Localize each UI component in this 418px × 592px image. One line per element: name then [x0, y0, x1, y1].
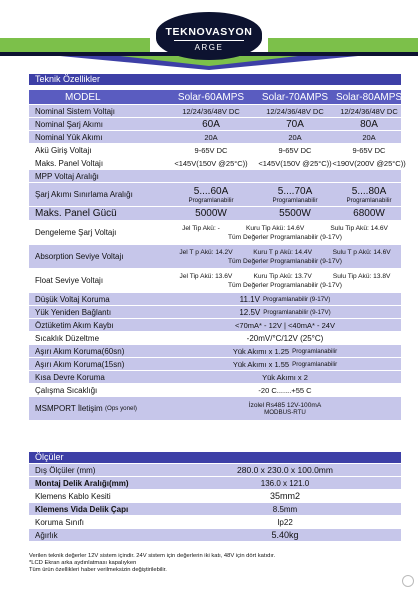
cell-value: 5000W	[195, 208, 227, 219]
cell-value: 280.0 x 230.0 x 100.0mm	[237, 465, 333, 475]
cell-text: Sulu Tip Akü: 14.6V	[330, 224, 388, 232]
cell-text: Jel Tip Akü: -	[182, 224, 220, 232]
cell-text: Programlanabilir	[292, 347, 338, 355]
cell-text: Programlanabilir (9-17V)	[262, 295, 331, 303]
model-row	[29, 90, 401, 105]
cell-value	[169, 397, 401, 420]
row-label: Aşırı Akım Koruma(60sn)	[35, 346, 125, 356]
cell-text: 5....70A	[277, 185, 313, 197]
row-label: Dış Ölçüler (mm)	[35, 465, 96, 475]
cell-text: 5....60A	[193, 185, 229, 197]
row-label: Kısa Devre Koruma	[35, 372, 105, 382]
table-row	[29, 170, 401, 183]
section-title-tech: Teknik Özellikler	[29, 74, 401, 85]
cell-text: Programlanabilir	[292, 360, 338, 368]
table-row	[29, 516, 401, 529]
table-row	[29, 245, 401, 269]
table-row	[29, 490, 401, 503]
table-row	[29, 345, 401, 358]
row-label: Ağırlık	[35, 530, 58, 540]
footnote: Tüm ürün özellikleri haber verilmeksizin değiştirilebilir.	[29, 567, 167, 573]
cell-text: 12.5V	[239, 307, 261, 317]
cell-text: Programlanabilir	[346, 196, 392, 204]
cell-text: Kuru Tip Akü: 13.7V	[253, 272, 312, 280]
cell-text: 5....80A	[351, 185, 387, 197]
cell-text: MODBUS-RTU	[264, 408, 306, 416]
section-title-dims: Ölçüler	[29, 452, 401, 463]
table-row	[29, 183, 401, 207]
cell-value: 6800W	[353, 208, 385, 219]
row-label: MODEL	[65, 91, 101, 103]
company-logo	[156, 12, 262, 60]
cell-text: İzolel Rs485 12V-100mA	[248, 401, 322, 409]
cell-text: Sulu T p Akü: 14.6V	[332, 248, 391, 256]
table-row	[29, 503, 401, 516]
cell-group	[169, 249, 401, 256]
row-label: Montaj Delik Aralığı(mm)	[35, 478, 129, 488]
row-label	[35, 397, 137, 420]
row-label: Nominal Yük Akımı	[35, 132, 103, 142]
row-label: Akü Giriş Voltajı	[35, 145, 92, 155]
cell-text: (Ops yonel)	[104, 405, 137, 412]
cell-value	[169, 345, 401, 357]
cell-value: 9-65V DC	[352, 145, 386, 155]
cell-value: 9-65V DC	[194, 145, 228, 155]
cell-value: 136.0 x 121.0	[260, 478, 310, 488]
table-row	[29, 384, 401, 397]
cell-value: Ip22	[277, 517, 293, 527]
row-label: Düşük Voltaj Koruma	[35, 294, 110, 304]
cell-value: 60A	[202, 118, 220, 130]
logo-sub: ARGE	[194, 43, 224, 52]
row-label: Koruma Sınıfı	[35, 517, 84, 527]
cell-text: Kuru Tip Akü: 14.6V	[245, 224, 305, 232]
cell-value	[169, 358, 401, 370]
row-label: Float Seviye Voltajı	[35, 276, 104, 285]
cell-value: -20 C.......+55 C	[258, 385, 312, 395]
row-label: Absorption Seviye Voltajı	[35, 252, 124, 261]
row-label: Şarj Akımı Sınırlama Aralığı	[35, 190, 133, 199]
table-row	[29, 319, 401, 332]
cell-value	[169, 306, 401, 318]
table-row	[29, 397, 401, 421]
table-row	[29, 529, 401, 542]
cell-group: Tüm Değerler Programlanabilir (9-17V)	[228, 281, 342, 289]
cell-value	[169, 293, 401, 305]
table-row	[29, 371, 401, 384]
cell-text: Jel Tip Akü: 13.6V	[179, 272, 233, 280]
cell-value	[169, 245, 401, 268]
cell-value: 5.40kg	[271, 530, 299, 540]
header-banner	[0, 0, 418, 70]
row-label: Maks. Panel Voltajı	[35, 158, 104, 168]
row-label: Nominal Sistem Voltajı	[35, 106, 116, 116]
row-label: Öztüketim Akım Kaybı	[35, 320, 114, 330]
cell-value: 12/24/36/48V DC	[266, 106, 324, 116]
cell-text: Yük Akımı x 1.55	[232, 359, 290, 369]
cell-value	[169, 221, 401, 244]
cell-value	[169, 183, 253, 206]
cell-value: 8.5mm	[272, 504, 298, 514]
table-row	[29, 269, 401, 293]
table-row	[29, 131, 401, 144]
cell-value: 80A	[360, 118, 378, 130]
table-row	[29, 157, 406, 170]
table-row	[29, 464, 401, 477]
cell-text: Programlanabilir (9-17V)	[263, 308, 331, 316]
cell-group	[174, 40, 244, 41]
row-label: Yük Yeniden Bağlantı	[35, 307, 112, 317]
cell-value: Solar-70AMPS	[261, 91, 329, 103]
row-label: Dengeleme Şarj Voltajı	[35, 228, 117, 237]
cell-value: 20A	[204, 132, 218, 142]
cell-value	[253, 183, 337, 206]
chevron-icon	[402, 575, 414, 587]
cell-text: Kuru T p Akü: 14.4V	[253, 248, 312, 256]
cell-value: 20A	[362, 132, 376, 142]
cell-value: -20mV/°C/12V (25°C)	[246, 333, 324, 343]
footnote: Verilen teknik değerler 12V sistem içindir. 24V sistem için değerlerin iki katı, 48V için dört katıdır.	[29, 553, 276, 559]
cell-value: 70A	[286, 118, 304, 130]
cell-value: Solar-80AMPS	[335, 91, 403, 103]
cell-group: Tüm Değerler Programlanabilir (9-17V)	[228, 233, 342, 241]
table-row	[29, 293, 401, 306]
cell-value: Solar-60AMPS	[177, 91, 245, 103]
table-row	[29, 332, 401, 345]
cell-group	[169, 273, 401, 280]
table-row	[29, 207, 401, 221]
row-label: Nominal Şarj Akımı	[35, 119, 104, 129]
row-label: MPP Voltaj Aralığı	[35, 171, 99, 181]
table-row	[29, 118, 401, 131]
cell-value: Yük Akımı x 2	[262, 372, 308, 382]
cell-value: 5500W	[279, 208, 311, 219]
cell-text: Yük Akımı x 1.25	[232, 346, 290, 356]
dims-table	[29, 464, 401, 542]
table-row	[29, 105, 401, 118]
cell-value: <70mA* - 12V | <40mA* - 24V	[235, 320, 335, 330]
cell-value	[169, 269, 401, 292]
cell-value: <190V(200V @25°C))	[332, 158, 406, 168]
cell-text: MSMPORT İletişim	[35, 404, 103, 413]
cell-value: 9-65V DC	[278, 145, 312, 155]
cell-text: Programlanabilir	[272, 196, 318, 204]
cell-text: 11.1V	[239, 294, 260, 304]
cell-value: 20A	[288, 132, 302, 142]
row-label: Klemens Vida Delik Çapı	[35, 504, 129, 514]
cell-value: <145V(150V @25°C))	[174, 158, 248, 168]
table-row	[29, 358, 401, 371]
row-label: Aşırı Akım Koruma(15sn)	[35, 359, 125, 369]
cell-value: <145V(150V @25°C))	[258, 158, 332, 168]
table-row	[29, 306, 401, 319]
table-row	[29, 144, 401, 157]
table-row	[29, 477, 401, 490]
spec-table	[29, 90, 406, 421]
cell-value: 35mm2	[269, 491, 300, 501]
row-label: Klemens Kablo Kesiti	[35, 491, 111, 501]
cell-value: 12/24/36/48V DC	[340, 106, 398, 116]
cell-value	[337, 183, 401, 206]
row-label: Sıcaklık Düzeltme	[35, 333, 100, 343]
cell-text: Sulu Tip Akü: 13.8V	[332, 272, 391, 280]
cell-value: 12/24/36/48V DC	[182, 106, 240, 116]
cell-text: Programlanabilir	[188, 196, 234, 204]
logo-name: TEKNOVASYON	[165, 26, 253, 38]
table-row	[29, 221, 401, 245]
cell-group: Tüm Değerler Programlanabilir (9-17V)	[228, 257, 342, 265]
row-label: Çalışma Sıcaklığı	[35, 385, 98, 395]
footnote: *LCD Ekran arka aydınlatması kapalıyken	[29, 560, 137, 566]
cell-text: Jel T p Akü: 14.2V	[179, 248, 233, 256]
cell-group	[169, 225, 401, 232]
row-label: Maks. Panel Gücü	[35, 208, 117, 219]
